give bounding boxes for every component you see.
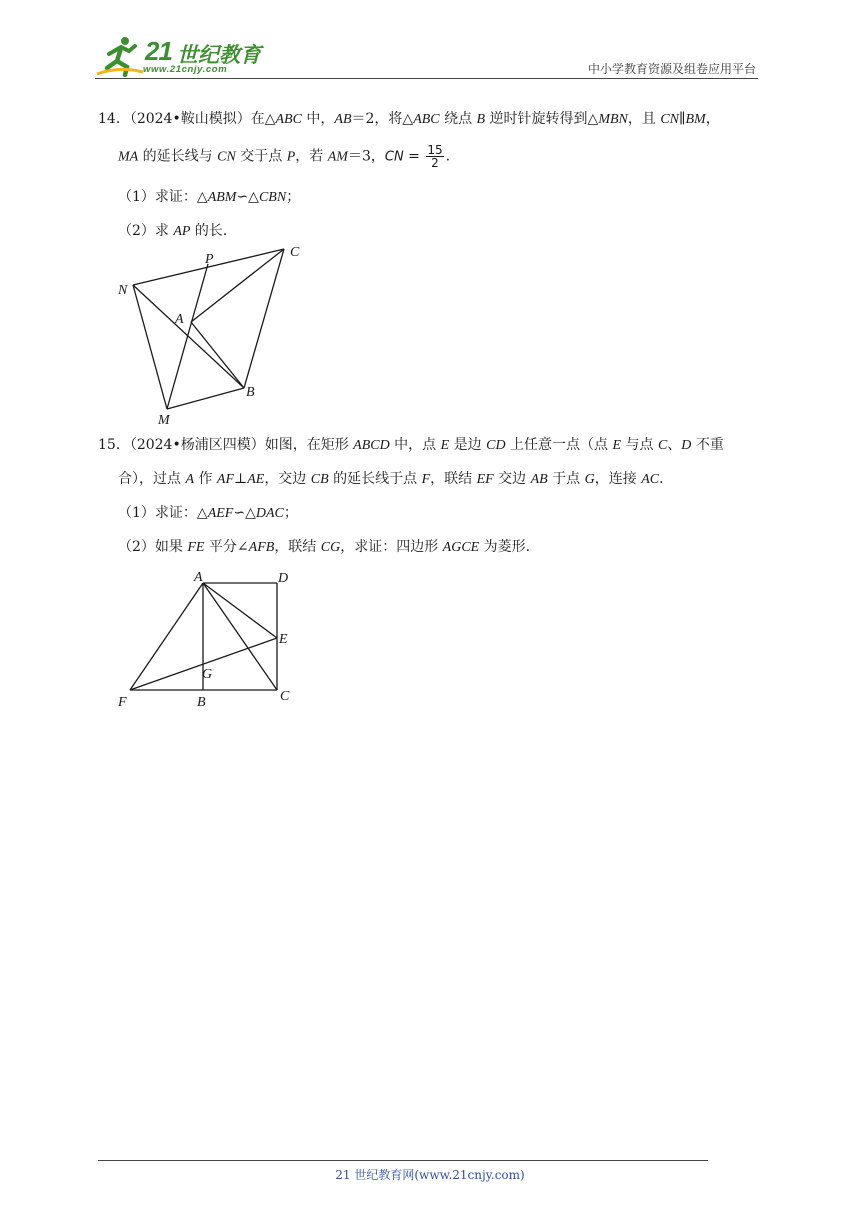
q14-text: CBN [258,190,287,205]
label-p: P [205,252,214,267]
page-header [95,34,758,80]
q14-text: 逆时针旋转得到△ [485,111,599,127]
q15-text: C [657,438,668,453]
q14-source: （2024•鞍山模拟）在△ [129,111,276,127]
footer-site-link[interactable]: 21 世纪教育网(www.21cnjy.com) [335,1168,525,1182]
q14-math: CN [384,149,404,165]
q14-text: ABC [413,112,440,127]
logo-number: 21 [145,36,172,66]
label-g: G [202,667,213,682]
segment-fa [130,583,203,690]
q15-text: 上任意一点（点 [505,437,613,453]
q15-part1 [118,502,298,522]
segment-ab [191,322,244,388]
label-f: F [118,695,127,710]
site-logo [95,34,265,78]
logo-text: 世纪教育 [177,43,261,67]
q15-text: CB [310,472,329,487]
label-a: A [175,312,184,327]
q14-text: B [476,112,486,127]
q15-text: DAC [255,506,284,521]
segment-bm [167,388,244,409]
q14-text: AM [327,149,348,165]
label-b: B [246,385,255,400]
q15-text: FE [187,540,205,555]
platform-title: 中小学教育资源及组卷应用平台 [587,62,756,76]
q15-text: AFB [248,540,275,555]
q15-text: AE [247,472,265,487]
q14-text: 的长． [190,223,237,239]
q15-text: ，交边 [264,471,311,487]
fraction-numerator: 15 [427,143,443,157]
q14-text: CN [660,112,680,127]
q14-text: AP [173,224,191,239]
q15-text: ； [283,505,298,521]
segment-cb [244,249,284,388]
q14-number: 14． [98,111,130,127]
q14-text: ， [705,111,720,127]
q15-text: ，连接 [594,471,642,487]
q15-text: ，联结 [274,539,321,555]
q14-text: ＝2，将△ [351,111,414,127]
q15-text: 不重 [691,437,724,453]
q15-text: ABCD [353,438,390,453]
q14-text: AB [334,112,352,127]
segment-nb [133,285,244,388]
q15-text: AEF [207,506,234,521]
q14-text: 的延长线与 [138,148,218,165]
q15-text: A [185,472,195,487]
q15-text: 交边 [493,471,531,487]
label-c: C [280,689,290,704]
q15-text: 与点 [621,437,658,453]
q15-text: 合），过点 [118,471,186,487]
q15-text: 平分∠ [204,539,249,555]
q14-part1 [118,186,300,206]
q15-text: 作 [194,471,217,487]
label-n: N [118,283,128,298]
q15-text: 于点 [547,471,585,487]
q14-text: BM [685,112,706,127]
q14-text: 中， [301,111,335,127]
q14-text: 绕点 [439,111,477,127]
q15-text: AB [530,472,548,487]
footer-divider [98,1160,708,1161]
q15-text: 中，点 [389,437,441,453]
logo-url: www.21cnjy.com [143,64,228,75]
segment-ae [203,583,277,638]
q15-text: F [421,472,431,487]
q15-text: AF [216,472,235,487]
q14-text: ； [286,189,301,205]
q14-text: 交于点 [235,148,287,165]
label-c: C [290,245,300,260]
label-b: B [197,695,206,710]
q14-text: = [403,148,425,165]
q15-text: E [612,438,622,453]
q15-text: 的延长线于点 [328,471,422,487]
q14-text: MA [118,149,139,165]
runner-logo-icon [95,34,145,78]
q15-text: ，联结 [430,471,477,487]
q14-text: ＝3， [347,148,385,165]
q14-text: . [445,148,451,165]
q15-text: D [681,438,692,453]
segment-ac [203,583,277,690]
q14-line2 [118,144,450,169]
q15-text: 是边 [449,437,487,453]
label-d: D [278,571,289,586]
q15-text: ． [659,471,674,487]
header-divider [95,78,758,79]
q14-line1 [98,108,720,128]
q15-text: AC [641,472,660,487]
label-a: A [194,570,203,585]
q14-text: ABM [207,190,237,205]
q15-figure [110,566,310,714]
fraction-denominator: 2 [431,156,439,170]
q15-text: EF [476,472,494,487]
q15-source: （2024•杨浦区四模）如图，在矩形 [129,437,354,453]
q15-text: 、 [667,437,682,453]
q14-figure [110,238,320,430]
q15-text: G [584,472,595,487]
q14-text: CN [217,149,236,165]
label-e: E [279,632,288,647]
q15-text: （2）如果 [118,539,188,555]
q14-part2 [118,220,237,240]
q15-text: CD [486,438,506,453]
q15-text: ，求证：四边形 [340,539,443,555]
q14-text: ，若 [295,148,328,165]
q15-line1 [98,434,724,454]
q14-text: ，且 [627,111,661,127]
label-m: M [158,413,170,428]
q14-text: ∥ [679,111,686,127]
segment-mn [133,285,167,409]
q15-part2 [118,536,540,556]
q14-text: （2）求 [118,223,174,239]
q15-line2 [118,468,673,488]
q15-text: ∽△ [233,505,256,521]
q15-text: E [440,438,450,453]
q15-text: 为菱形． [479,539,540,555]
q14-text: ABC [275,112,302,127]
q15-text: CG [320,540,341,555]
q15-number: 15． [98,437,130,453]
q14-text: ∽△ [236,189,259,205]
q14-text: （1）求证：△ [118,189,208,205]
q14-text: MBN [598,112,628,127]
q15-text: AGCE [442,540,480,555]
q15-text: ⊥ [234,471,248,487]
q14-fraction [426,144,443,169]
q14-text: P [286,149,296,165]
q15-text: （1）求证：△ [118,505,208,521]
